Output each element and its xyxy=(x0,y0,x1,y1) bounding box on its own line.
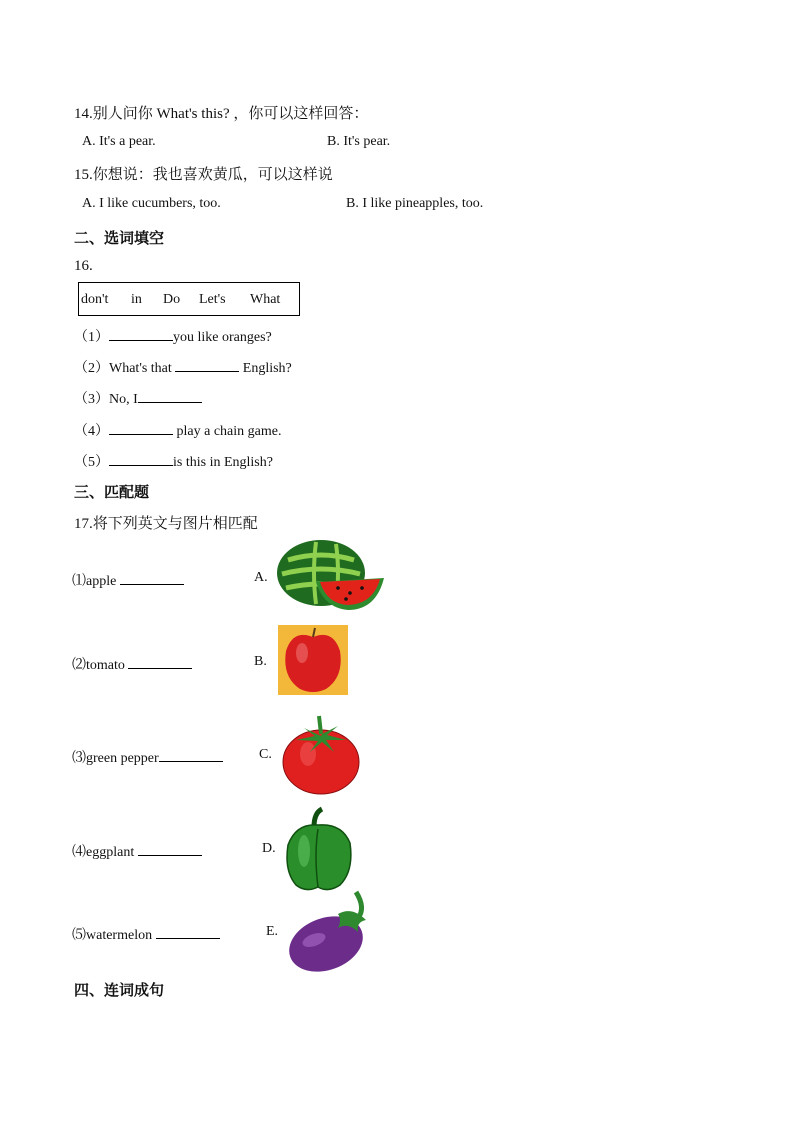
fill-item-5 xyxy=(74,451,273,471)
answer-blank[interactable] xyxy=(175,357,239,372)
word-bank-word: What xyxy=(250,292,281,307)
match-letter-e: E. xyxy=(266,924,279,939)
answer-blank[interactable] xyxy=(159,747,223,762)
fill-item-before: No, I xyxy=(109,392,138,407)
fill-item-label: （3） xyxy=(74,392,109,407)
fill-item-after: play a chain game. xyxy=(173,424,282,439)
match-item-label: ⑴apple xyxy=(72,574,120,589)
fill-item-after: is this in English? xyxy=(173,455,273,470)
question-14-stem: 14.别人问你 What's this? ，你可以这样回答： xyxy=(74,106,369,122)
fill-item-after: English? xyxy=(239,361,292,376)
match-letter-c: C. xyxy=(259,747,272,762)
word-bank-word: Let's xyxy=(199,292,226,307)
green-pepper-picture xyxy=(284,805,354,893)
match-item-3 xyxy=(72,747,223,767)
answer-blank[interactable] xyxy=(128,654,192,669)
fill-item-1 xyxy=(74,326,272,346)
fill-item-label: （2） xyxy=(74,361,109,376)
fill-item-2 xyxy=(74,357,292,377)
match-item-label: ⑶green pepper xyxy=(72,751,159,766)
word-bank xyxy=(78,282,300,316)
answer-blank[interactable] xyxy=(109,420,173,435)
question-15-option-a[interactable]: A. I like cucumbers, too. xyxy=(82,196,221,211)
question-14-option-b[interactable]: B. It's pear. xyxy=(327,134,391,149)
fill-item-4 xyxy=(74,420,281,440)
word-bank-word: don't xyxy=(81,292,109,307)
question-15-stem: 15.你想说：我也喜欢黄瓜，可以这样说 xyxy=(74,167,333,183)
match-item-label: ⑸watermelon xyxy=(72,928,156,943)
apple-picture xyxy=(278,625,348,695)
match-letter-d: D. xyxy=(262,841,276,856)
answer-blank[interactable] xyxy=(109,451,173,466)
question-15-option-b[interactable]: B. I like pineapples, too. xyxy=(346,196,484,211)
tomato-picture xyxy=(282,714,362,796)
fill-item-after: you like oranges? xyxy=(173,330,272,345)
fill-item-3 xyxy=(74,388,202,408)
word-bank-word: Do xyxy=(163,292,181,307)
fill-item-label: （5） xyxy=(74,455,109,470)
question-16-number: 16. xyxy=(74,258,93,274)
word-bank-word: in xyxy=(131,292,142,307)
fill-item-before: What's that xyxy=(109,361,176,376)
question-17-stem: 17.将下列英文与图片相匹配 xyxy=(74,516,258,532)
answer-blank[interactable] xyxy=(109,326,173,341)
match-item-label: ⑵tomato xyxy=(72,658,129,673)
section-2-heading: 二、选词填空 xyxy=(74,229,165,247)
answer-blank[interactable] xyxy=(138,388,202,403)
section-4-heading: 四、连词成句 xyxy=(74,981,165,999)
match-item-4 xyxy=(72,841,202,861)
answer-blank[interactable] xyxy=(156,924,220,939)
watermelon-picture xyxy=(276,538,386,614)
answer-blank[interactable] xyxy=(120,570,184,585)
match-item-label: ⑷eggplant xyxy=(72,845,138,860)
question-14-option-a[interactable]: A. It's a pear. xyxy=(82,134,156,149)
match-item-5 xyxy=(72,924,220,944)
match-letter-b: B. xyxy=(254,654,267,669)
match-item-2 xyxy=(72,654,192,674)
match-item-1 xyxy=(72,570,184,590)
fill-item-label: （1） xyxy=(74,330,109,345)
eggplant-picture xyxy=(286,888,374,976)
answer-blank[interactable] xyxy=(138,841,202,856)
match-letter-a: A. xyxy=(254,570,268,585)
fill-item-label: （4） xyxy=(74,424,109,439)
section-3-heading: 三、匹配题 xyxy=(74,483,150,501)
